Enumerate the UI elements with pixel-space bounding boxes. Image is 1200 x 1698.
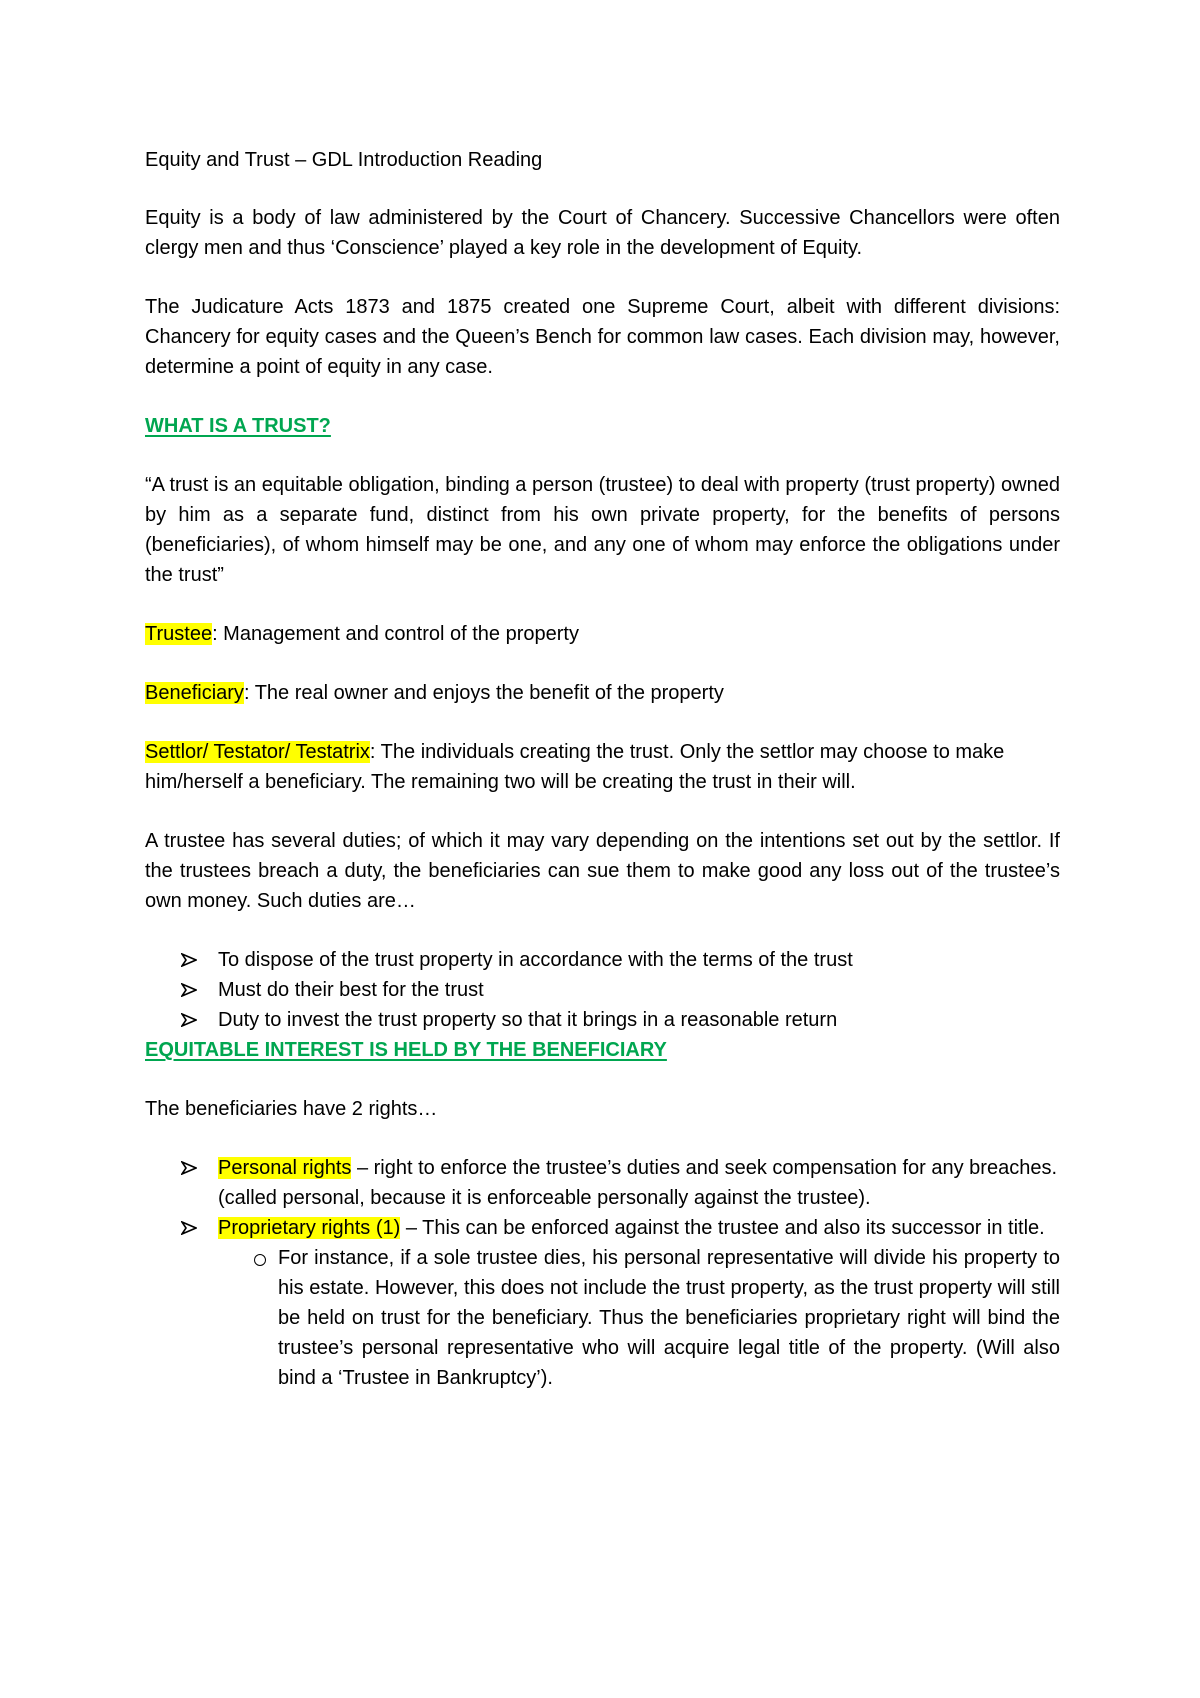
- definition-text: : Management and control of the property: [212, 623, 579, 645]
- document-title: Equity and Trust – GDL Introduction Reading: [145, 149, 543, 171]
- duty-text: Must do their best for the trust: [218, 979, 484, 1001]
- rights-intro: The beneficiaries have 2 rights…: [145, 1098, 438, 1120]
- duties-list: [145, 945, 1060, 1035]
- right-text: – This can be enforced against the trustee and also its successor in title.: [400, 1217, 1045, 1239]
- definition-beneficiary: [145, 678, 1060, 708]
- definition-term: Beneficiary: [145, 682, 244, 704]
- duty-text: Duty to invest the trust property so that it brings in a reasonable return: [218, 1009, 838, 1031]
- rights-list-proprietary: [145, 1213, 1060, 1243]
- arrow-bullet-icon: [181, 945, 201, 975]
- arrow-bullet-icon: [181, 1153, 201, 1183]
- duties-intro-paragraph: A trustee has several duties; of which it may vary depending on the intentions set out by the settlor. If the trustees breach a duty, the beneficiaries can sue them to make good any loss out of the trustee’s own money. Such duties are…: [145, 830, 1060, 912]
- definition-trustee: [145, 619, 1060, 649]
- example-text: For instance, if a sole trustee dies, his personal representative will divide his property to his estate. However, this does not include the trust property, as the trust property will still be held on trust for the beneficiary. Thus the beneficiaries proprietary right will bind the trustee’s personal representative who will acquire legal title of the property. (Will also bind a ‘Trustee in Bankruptcy’).: [278, 1247, 1060, 1389]
- heading-equitable-interest: EQUITABLE INTEREST IS HELD BY THE BENEFICIARY: [145, 1039, 667, 1061]
- trust-definition-quote: “A trust is an equitable obligation, binding a person (trustee) to deal with property (trust property) owned by him as a separate fund, distinct from his own private property, for the benefits of persons (beneficiaries), of whom himself may be one, and any one of whom may enforce the obligations under the trust”: [145, 474, 1060, 586]
- list-item: [145, 1005, 1060, 1035]
- arrow-bullet-icon: [181, 975, 201, 1005]
- definition-text: : The individuals creating the trust. Only the settlor may choose to make him/herself a beneficiary. The remaining two will be creating the trust in their will.: [145, 741, 1005, 793]
- list-item: [145, 1213, 1060, 1243]
- duty-text: To dispose of the trust property in accordance with the terms of the trust: [218, 949, 853, 971]
- list-item: [145, 1153, 1060, 1213]
- circle-bullet-icon: [254, 1254, 266, 1266]
- list-item: [145, 975, 1060, 1005]
- right-term: Proprietary rights (1): [218, 1217, 401, 1239]
- list-item: [145, 945, 1060, 975]
- heading-what-is-a-trust: WHAT IS A TRUST?: [145, 415, 331, 437]
- document-page: [145, 145, 1060, 1393]
- definition-term: Trustee: [145, 623, 213, 645]
- rights-list-personal: [145, 1153, 1060, 1213]
- arrow-bullet-icon: [181, 1213, 201, 1243]
- definition-term: Settlor/ Testator/ Testatrix: [145, 741, 370, 763]
- right-text: – right to enforce the trustee’s duties and seek compensation for any breaches. (called personal, because it is enforceable personally against the trustee).: [218, 1157, 1058, 1209]
- right-term: Personal rights: [218, 1157, 352, 1179]
- sub-list-item: [145, 1243, 1060, 1393]
- definition-text: : The real owner and enjoys the benefit of the property: [243, 682, 724, 704]
- definition-settlor: [145, 737, 1060, 797]
- intro-paragraph-2: The Judicature Acts 1873 and 1875 created one Supreme Court, albeit with different divisions: Chancery for equity cases and the Queen’s Bench for common law cases. Each division may, however, determine a point of equity in any case.: [145, 296, 1060, 378]
- arrow-bullet-icon: [181, 1005, 201, 1035]
- intro-paragraph-1: Equity is a body of law administered by the Court of Chancery. Successive Chancellors were often clergy men and thus ‘Conscience’ played a key role in the development of Equity.: [145, 207, 1060, 259]
